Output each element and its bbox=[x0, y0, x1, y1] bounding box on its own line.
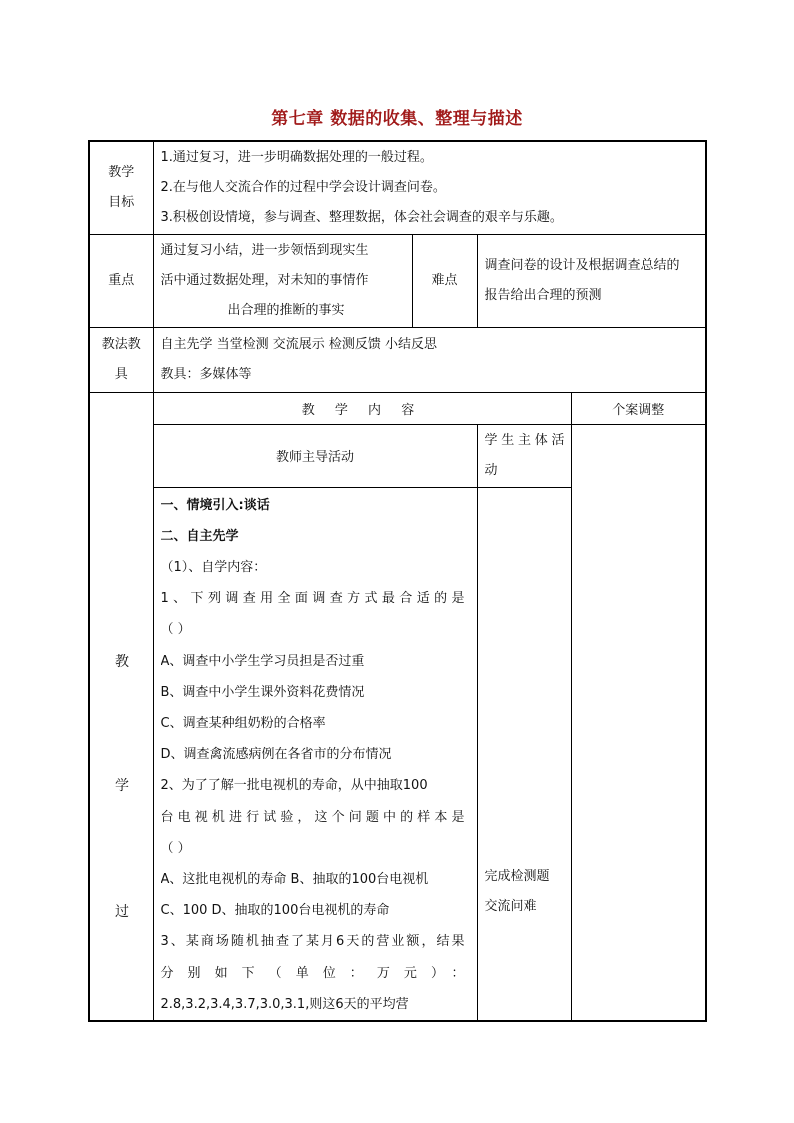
student-header: 学生主体活 动 bbox=[477, 424, 571, 487]
question-line: 2、为了了解一批电视机的寿命，从中抽取100 bbox=[160, 778, 428, 794]
process-side-label bbox=[89, 392, 153, 1021]
adjust-header: 个案调整 bbox=[571, 392, 706, 424]
process-header-row bbox=[89, 392, 706, 424]
key-label: 重点 bbox=[89, 234, 153, 327]
chapter-title: 第七章 数据的收集、整理与描述 bbox=[271, 109, 523, 129]
goals-row bbox=[89, 141, 706, 234]
option-line: A、这批电视机的寿命 B、抽取的100台电视机 bbox=[160, 871, 429, 887]
teacher-activity bbox=[153, 487, 477, 1021]
content-line: （ ） bbox=[160, 840, 191, 856]
teacher-header: 教师主导活动 bbox=[153, 424, 477, 487]
difficulty-label: 难点 bbox=[412, 234, 477, 327]
question-line: 分别如下（单位：万元）： bbox=[160, 965, 465, 981]
goal-item: 3.积极创设情境，参与调查、整理数据，体会社会调查的艰辛与乐趣。 bbox=[160, 209, 563, 225]
difficulty-content: 调查问卷的设计及根据调查总结的 报告给出合理的预测 bbox=[477, 234, 706, 327]
section-heading: 一、情境引入:谈话 bbox=[160, 497, 270, 513]
question-line: 台电视机进行试验，这个问题中的样本是 bbox=[160, 809, 465, 825]
process-subheader-row bbox=[89, 424, 706, 487]
key-content: 通过复习小结，进一步领悟到现实生 活中通过数据处理，对未知的事情作 出合理的推断的事实 bbox=[153, 234, 412, 327]
side-char: 学 bbox=[115, 777, 129, 794]
option-line: C、调查某种组奶粉的合格率 bbox=[160, 715, 326, 731]
content-line: （1）、自学内容： bbox=[160, 559, 267, 575]
option-line: A、调查中小学生学习员担是否过重 bbox=[160, 653, 365, 669]
option-line: B、调查中小学生课外资料花费情况 bbox=[160, 684, 365, 700]
method-content: 自主先学 当堂检测 交流展示 检测反馈 小结反思 教具：多媒体等 bbox=[153, 327, 706, 392]
adjust-cell bbox=[571, 424, 706, 1021]
option-line: D、调查禽流感病例在各省市的分布情况 bbox=[160, 747, 392, 763]
goals-label: 教学 目标 bbox=[89, 141, 153, 234]
side-char: 教 bbox=[115, 653, 129, 670]
method-row bbox=[89, 327, 706, 392]
question-line: 1、下列调查用全面调查方式最合适的是 bbox=[160, 591, 465, 607]
section-heading: 二、自主先学 bbox=[160, 528, 239, 544]
question-line: 3、某商场随机抽查了某月6天的营业额，结果 bbox=[160, 934, 465, 950]
content-header: 教 学 内 容 bbox=[153, 392, 571, 424]
method-label: 教法教 具 bbox=[89, 327, 153, 392]
goals-content bbox=[153, 141, 706, 234]
goal-item: 2.在与他人交流合作的过程中学会设计调查问卷。 bbox=[160, 179, 446, 195]
goal-item: 1.通过复习，进一步明确数据处理的一般过程。 bbox=[160, 149, 433, 165]
lesson-plan-table bbox=[88, 140, 707, 1022]
option-line: C、100 D、抽取的100台电视机的寿命 bbox=[160, 903, 390, 919]
content-line: （ ） bbox=[160, 622, 191, 638]
question-line: 2.8,3.2,3.4,3.7,3.0,3.1,则这6天的平均营 bbox=[160, 996, 409, 1012]
key-row bbox=[89, 234, 706, 327]
student-activity: 完成检测题 交流问难 bbox=[477, 487, 571, 1021]
side-char: 过 bbox=[115, 903, 129, 920]
